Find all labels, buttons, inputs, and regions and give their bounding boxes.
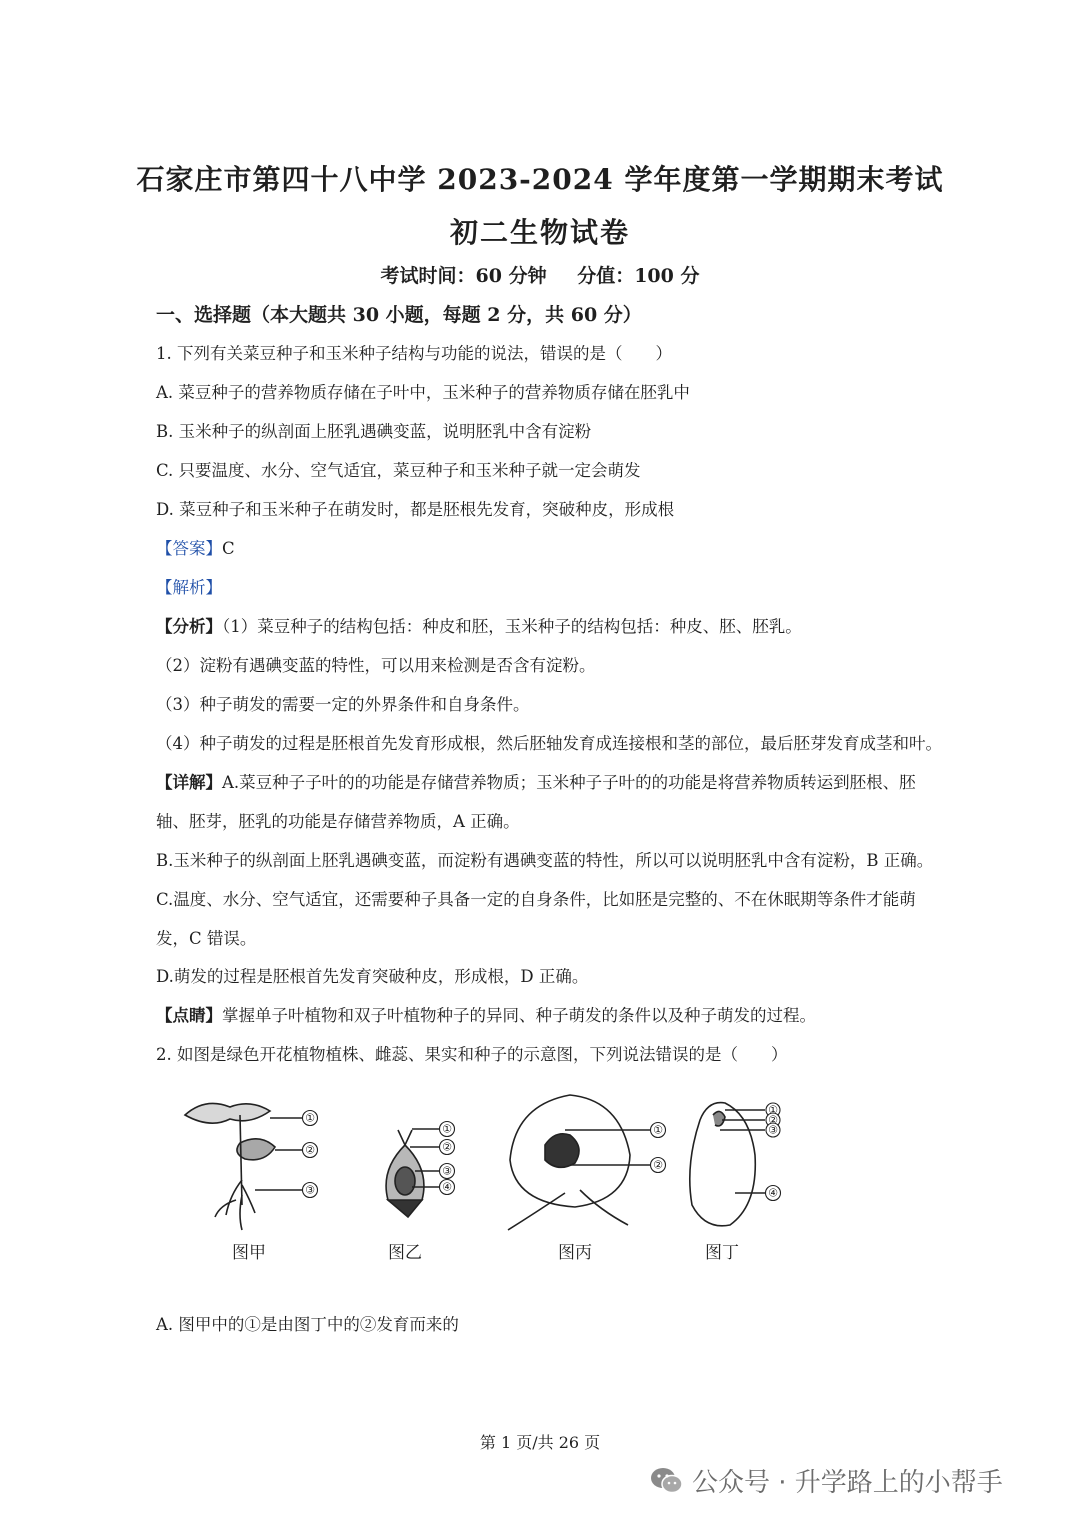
xiangjie-text-a1: A.菜豆种子子叶的的功能是存储营养物质；玉米种子子叶的的功能是将营养物质转运到胚根、胚 xyxy=(222,773,916,792)
page-footer: 第 1 页/共 26 页 xyxy=(479,1433,601,1452)
fenxi-text-1: （1）菜豆种子的结构包括：种皮和胚，玉米种子的结构包括：种皮、胚、胚乳。 xyxy=(222,617,802,636)
callout-bing-2: ② xyxy=(653,1158,663,1172)
fruit-seed xyxy=(545,1134,579,1168)
watermark xyxy=(650,1462,1003,1499)
callout-yi-2: ② xyxy=(442,1140,452,1154)
q1-option-a: A. 菜豆种子的营养物质存储在子叶中，玉米种子的营养物质存储在胚乳中 xyxy=(156,383,690,402)
fenxi-tag: 【分析】 xyxy=(156,617,222,636)
fenxi-line-1 xyxy=(156,613,802,637)
callout-yi-3: ③ xyxy=(442,1164,452,1178)
q1-option-d: D. 菜豆种子和玉米种子在萌发时，都是胚根先发育，突破种皮，形成根 xyxy=(156,500,675,519)
q1-stem: 1. 下列有关菜豆种子和玉米种子结构与功能的说法，错误的是（ ） xyxy=(156,344,672,363)
fenxi-line-2: （2）淀粉有遇碘变蓝的特性，可以用来检测是否含有淀粉。 xyxy=(156,656,596,675)
plant-stem xyxy=(240,1115,242,1205)
callout-ding-1: ① xyxy=(768,1103,778,1117)
callout-jia-3: ③ xyxy=(305,1183,315,1197)
doc-subtitle: 初二生物试卷 xyxy=(449,216,630,249)
figure-ding xyxy=(690,1103,765,1226)
callout-jia-1: ① xyxy=(305,1111,315,1125)
callouts xyxy=(303,1103,781,1201)
xiangjie-line-b: B.玉米种子的纵剖面上胚乳遇碘变蓝，而淀粉有遇碘变蓝的特性，所以可以说明胚乳中含有淀粉，B 正确。 xyxy=(156,851,934,870)
figure-yi xyxy=(386,1129,440,1217)
pistil-base xyxy=(388,1200,422,1217)
watermark-text: 公众号 · 升学路上的小帮手 xyxy=(692,1468,1003,1498)
wechat-icon xyxy=(650,1466,684,1496)
exam-meta xyxy=(0,261,1080,288)
xiangjie-line-c2: 发，C 错误。 xyxy=(156,929,257,948)
callout-bing-1: ① xyxy=(653,1123,663,1137)
answer-value: C xyxy=(222,539,235,558)
pistil-ovule xyxy=(395,1167,415,1195)
fruit-leaf xyxy=(508,1190,628,1230)
analysis-tag: 【解析】 xyxy=(156,578,222,597)
xiangjie-tag: 【详解】 xyxy=(156,773,222,792)
seed-embryo xyxy=(713,1111,725,1126)
callout-ding-2: ② xyxy=(768,1113,778,1127)
plant-figure xyxy=(160,1085,820,1270)
xiangjie-line-a2: 轴、胚芽，胚乳的功能是存储营养物质，A 正确。 xyxy=(156,812,520,831)
dianjing-line xyxy=(156,1002,816,1026)
answer-tag: 【答案】 xyxy=(156,539,222,558)
callout-ding-4: ④ xyxy=(768,1186,778,1200)
dianjing-text: 掌握单子叶植物和双子叶植物种子的异同、种子萌发的条件以及种子萌发的过程。 xyxy=(222,1006,816,1025)
dianjing-tag: 【点睛】 xyxy=(156,1006,222,1025)
fenxi-line-3: （3）种子萌发的需要一定的外界条件和自身条件。 xyxy=(156,695,530,714)
pistil-stigma xyxy=(398,1130,412,1145)
q1-answer xyxy=(156,535,235,559)
fig-label-yi: 图乙 xyxy=(388,1243,422,1263)
q1-option-c: C. 只要温度、水分、空气适宜，菜豆种子和玉米种子就一定会萌发 xyxy=(156,461,641,480)
q1-option-b: B. 玉米种子的纵剖面上胚乳遇碘变蓝，说明胚乳中含有淀粉 xyxy=(156,422,592,441)
callout-yi-1: ① xyxy=(442,1122,452,1136)
xiangjie-line-d: D.萌发的过程是胚根首先发育突破种皮，形成根，D 正确。 xyxy=(156,967,589,986)
xiangjie-line-a1 xyxy=(156,769,916,793)
figure-jia xyxy=(185,1103,302,1230)
plant-leaves xyxy=(185,1103,270,1123)
callout-yi-4: ④ xyxy=(442,1180,452,1194)
callout-ding-3: ③ xyxy=(768,1123,778,1137)
q2-option-a: A. 图甲中的①是由图丁中的②发育而来的 xyxy=(156,1315,459,1334)
figure-bing xyxy=(508,1095,650,1230)
fig-label-bing: 图丙 xyxy=(558,1243,592,1263)
exam-score: 分值：100 分 xyxy=(577,265,700,287)
doc-title: 石家庄市第四十八中学 2023-2024 学年度第一学期期末考试 xyxy=(136,163,944,196)
fig-label-jia: 图甲 xyxy=(232,1243,266,1263)
fenxi-line-4: （4）种子萌发的过程是胚根首先发育形成根，然后胚轴发育成连接根和茎的部位，最后胚芽发育成茎和叶。 xyxy=(156,734,942,753)
xiangjie-line-c1: C.温度、水分、空气适宜，还需要种子具备一定的自身条件，比如胚是完整的、不在休眠期等条件才能萌 xyxy=(156,890,916,909)
plant-root xyxy=(215,1180,255,1230)
plant-cotyledon xyxy=(237,1139,275,1160)
exam-time: 考试时间：60 分钟 xyxy=(380,265,547,287)
callout-jia-2: ② xyxy=(305,1143,315,1157)
q2-stem: 2. 如图是绿色开花植物植株、雌蕊、果实和种子的示意图，下列说法错误的是（ ） xyxy=(156,1045,788,1064)
callout-numbers xyxy=(305,1104,778,1200)
section-heading: 一、选择题（本大题共 30 小题，每题 2 分，共 60 分） xyxy=(156,304,642,326)
fig-label-ding: 图丁 xyxy=(705,1243,739,1263)
